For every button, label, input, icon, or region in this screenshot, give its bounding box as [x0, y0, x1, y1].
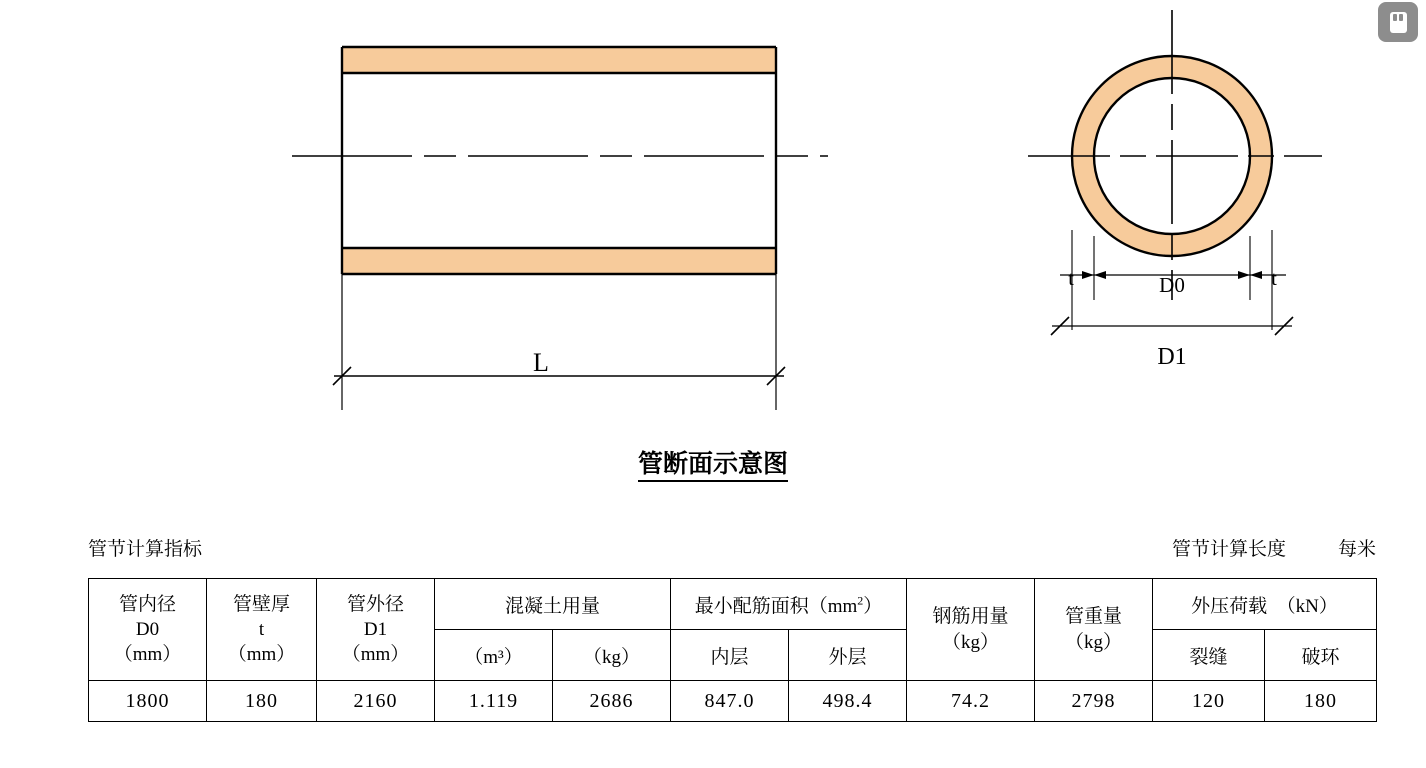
td-load-break: 180	[1265, 681, 1377, 722]
th-inner-diameter: 管内径 D0 （mm）	[89, 579, 207, 681]
d0-label: D0	[1159, 273, 1185, 297]
table-row	[89, 681, 1377, 722]
td-rebar-outer: 498.4	[789, 681, 907, 722]
td-concrete-volume: 1.119	[435, 681, 553, 722]
th-load-break: 破环	[1265, 630, 1377, 681]
th-rebar-inner: 内层	[671, 630, 789, 681]
th-rebar-outer: 外层	[789, 630, 907, 681]
length-label: L	[533, 348, 549, 377]
th-load-crack: 裂缝	[1153, 630, 1265, 681]
td-pipe-weight: 2798	[1035, 681, 1153, 722]
th-outer-diameter: 管外径 D1 （mm）	[317, 579, 435, 681]
table-header-row-1	[89, 579, 1377, 630]
td-load-crack: 120	[1153, 681, 1265, 722]
th-rebar-amount: 钢筋用量 （kg）	[907, 579, 1035, 681]
d1-label: D1	[1157, 344, 1187, 370]
td-concrete-weight: 2686	[553, 681, 671, 722]
label-spec-title: 管节计算指标	[88, 539, 203, 560]
th-rebar-area-group: 最小配筋面积$(mm^2)$	[671, 579, 907, 630]
th-concrete-weight: （kg）	[553, 630, 671, 681]
table-header-labels	[88, 534, 1376, 561]
td-wall-thickness: 180	[207, 681, 317, 722]
diagram-caption: 管断面示意图	[0, 444, 1426, 480]
side-view-top-wall	[342, 47, 776, 73]
td-rebar-amount: 74.2	[907, 681, 1035, 722]
label-per-meter: 每米	[1337, 539, 1376, 560]
td-rebar-inner: 847.0	[671, 681, 789, 722]
th-external-load-group: 外压荷载 （kN）	[1153, 579, 1377, 630]
t-label-right: t	[1271, 268, 1277, 290]
label-calc-length: 管节计算长度	[1171, 539, 1286, 560]
rebar-area-superscript: 2	[857, 593, 864, 608]
th-pipe-weight: 管重量 （kg）	[1035, 579, 1153, 681]
td-inner-diameter: 1800	[89, 681, 207, 722]
th-concrete-volume: （m³）	[435, 630, 553, 681]
th-wall-thickness: 管壁厚 t （mm）	[207, 579, 317, 681]
th-concrete-group: 混凝土用量	[435, 579, 671, 630]
side-view-bottom-wall	[342, 248, 776, 274]
td-outer-diameter: 2160	[317, 681, 435, 722]
spec-table	[88, 578, 1377, 722]
spec-table-wrapper	[88, 578, 1376, 722]
t-label-left: t	[1068, 268, 1074, 290]
